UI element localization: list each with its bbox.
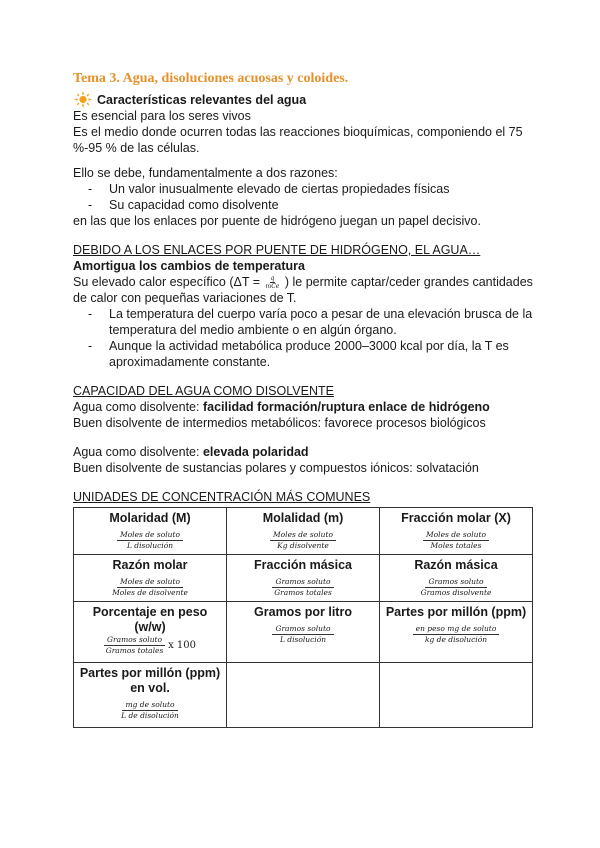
fraction-denominator: Moles de disolvente	[112, 588, 188, 598]
table-cell	[74, 508, 227, 555]
fraction-numerator: Gramos soluto	[425, 577, 486, 588]
cell-title: Razón molar	[112, 558, 188, 573]
fraction-denominator: L disolución	[279, 635, 327, 645]
fraction-numerator: mg de soluto	[122, 700, 177, 711]
bold-text: elevada polaridad	[202, 445, 309, 460]
cell-title: Partes por millón (ppm)	[385, 605, 527, 620]
list-item: - Un valor inusualmente elevado de ciertas propiedades físicas	[88, 181, 533, 197]
section-heading-characteristics	[73, 91, 533, 108]
fraction-numerator: Gramos soluto	[272, 624, 333, 635]
fraction-numerator: Moles de soluto	[117, 577, 183, 588]
cell-title: Razón másica	[414, 558, 498, 573]
fraction-numerator: q	[270, 275, 275, 283]
text-span: Agua como disolvente:	[73, 445, 203, 460]
table-cell	[74, 663, 227, 728]
formula-fraction	[121, 700, 179, 721]
fraction-numerator: Gramos soluto	[104, 635, 165, 646]
document-title: Tema 3. Agua, disoluciones acuosas y coloides.	[73, 71, 349, 86]
section-heading-text: Características relevantes del agua	[97, 92, 307, 107]
section-heading-hydrogen-bonds: DEBIDO A LOS ENLACES POR PUENTE DE HIDRÓGENO, EL AGUA…	[73, 243, 481, 257]
formula-fraction	[117, 530, 183, 551]
paragraph	[73, 444, 533, 460]
formula-fraction	[266, 275, 280, 290]
formula-fraction	[413, 624, 500, 645]
list-item: - La temperatura del cuerpo varía poco a pesar de una elevación brusca de la temperatura del medio ambiente o en algún órgano.	[88, 306, 533, 338]
cell-title: Fracción molar (X)	[401, 511, 511, 526]
cell-title: Porcentaje en peso (w/w)	[92, 605, 208, 635]
table-cell-empty	[380, 663, 533, 728]
formula-fraction	[421, 577, 492, 598]
formula-fraction	[423, 530, 489, 551]
table-cell	[380, 555, 533, 602]
paragraph: de calor con pequeñas variaciones de T.	[73, 291, 297, 306]
text-span: Su elevado calor específico (ΔT =	[73, 275, 261, 289]
table-cell	[227, 555, 380, 602]
paragraph	[73, 399, 533, 415]
paragraph: Es esencial para los seres vivos	[73, 109, 251, 123]
paragraph	[73, 274, 533, 290]
fraction-numerator: Moles de soluto	[117, 530, 183, 541]
paragraph: Ello se debe, fundamentalmente a dos razones:	[73, 166, 338, 180]
cell-title: Gramos por litro	[254, 605, 352, 620]
reasons-list	[73, 181, 533, 213]
table-cell	[227, 508, 380, 555]
fraction-denominator: L de disolución	[121, 711, 179, 721]
table-cell-empty	[227, 663, 380, 728]
units-table	[73, 507, 533, 728]
fraction-numerator: en peso mg de soluto	[413, 624, 500, 635]
formula-fraction	[272, 624, 333, 645]
temperature-list	[73, 306, 533, 370]
fraction-denominator: Kg disolvente	[277, 541, 329, 551]
paragraph: %-95 % de las células.	[73, 141, 200, 155]
table-cell	[380, 602, 533, 663]
fraction-denominator: Moles totales	[430, 541, 482, 551]
fraction-numerator: Gramos soluto	[272, 577, 333, 588]
paragraph: Buen disolvente de sustancias polares y compuestos iónicos: solvatación	[73, 461, 479, 476]
text-span: ) le permite captar/ceder grandes cantidades	[284, 275, 533, 289]
fraction-denominator: kg de disolución	[424, 635, 488, 645]
document-page	[73, 70, 533, 728]
fraction-numerator: Moles de soluto	[270, 530, 336, 541]
bold-text: facilidad formación/ruptura enlace de hidrógeno	[202, 400, 490, 415]
fraction-denominator: Gramos totales	[274, 588, 332, 598]
cell-title: Fracción másica	[254, 558, 352, 573]
formula-fraction	[104, 635, 165, 656]
fraction-denominator: L disolución	[126, 541, 174, 551]
table-cell	[227, 602, 380, 663]
fraction-denominator: mCe	[265, 283, 280, 291]
section-heading-solvent: CAPACIDAD DEL AGUA COMO DISOLVENTE	[73, 384, 334, 399]
table-cell	[380, 508, 533, 555]
formula-fraction	[112, 577, 188, 598]
text-span: Agua como disolvente:	[73, 400, 203, 415]
paragraph: en las que los enlaces por puente de hidrógeno juegan un papel decisivo.	[73, 214, 481, 228]
paragraph: Es el medio donde ocurren todas las reacciones bioquímicas, componiendo el 75	[73, 125, 523, 139]
fraction-denominator: Gramos disolvente	[420, 588, 492, 598]
cell-title: Partes por millón (ppm) en vol.	[79, 666, 221, 696]
table-cell	[74, 555, 227, 602]
sun-icon	[73, 91, 93, 108]
cell-title: Molalidad (m)	[262, 511, 344, 526]
paragraph: Buen disolvente de intermedios metabólicos: favorece procesos biológicos	[73, 416, 486, 431]
percent-formula	[78, 635, 222, 656]
list-item: - Aunque la actividad metabólica produce 2000–3000 kcal por día, la T es aproximadamente constante.	[88, 338, 533, 370]
formula-fraction	[272, 577, 333, 598]
cell-title: Molaridad (M)	[109, 511, 191, 526]
list-item: - Su capacidad como disolvente	[88, 197, 533, 213]
subheading: Amortigua los cambios de temperatura	[73, 259, 306, 273]
multiplier: x 100	[168, 640, 196, 652]
formula-fraction	[270, 530, 336, 551]
fraction-denominator: Gramos totales	[105, 646, 164, 656]
table-cell	[74, 602, 227, 663]
fraction-numerator: Moles de soluto	[423, 530, 489, 541]
section-heading-units: UNIDADES DE CONCENTRACIÓN MÁS COMUNES	[73, 490, 371, 505]
